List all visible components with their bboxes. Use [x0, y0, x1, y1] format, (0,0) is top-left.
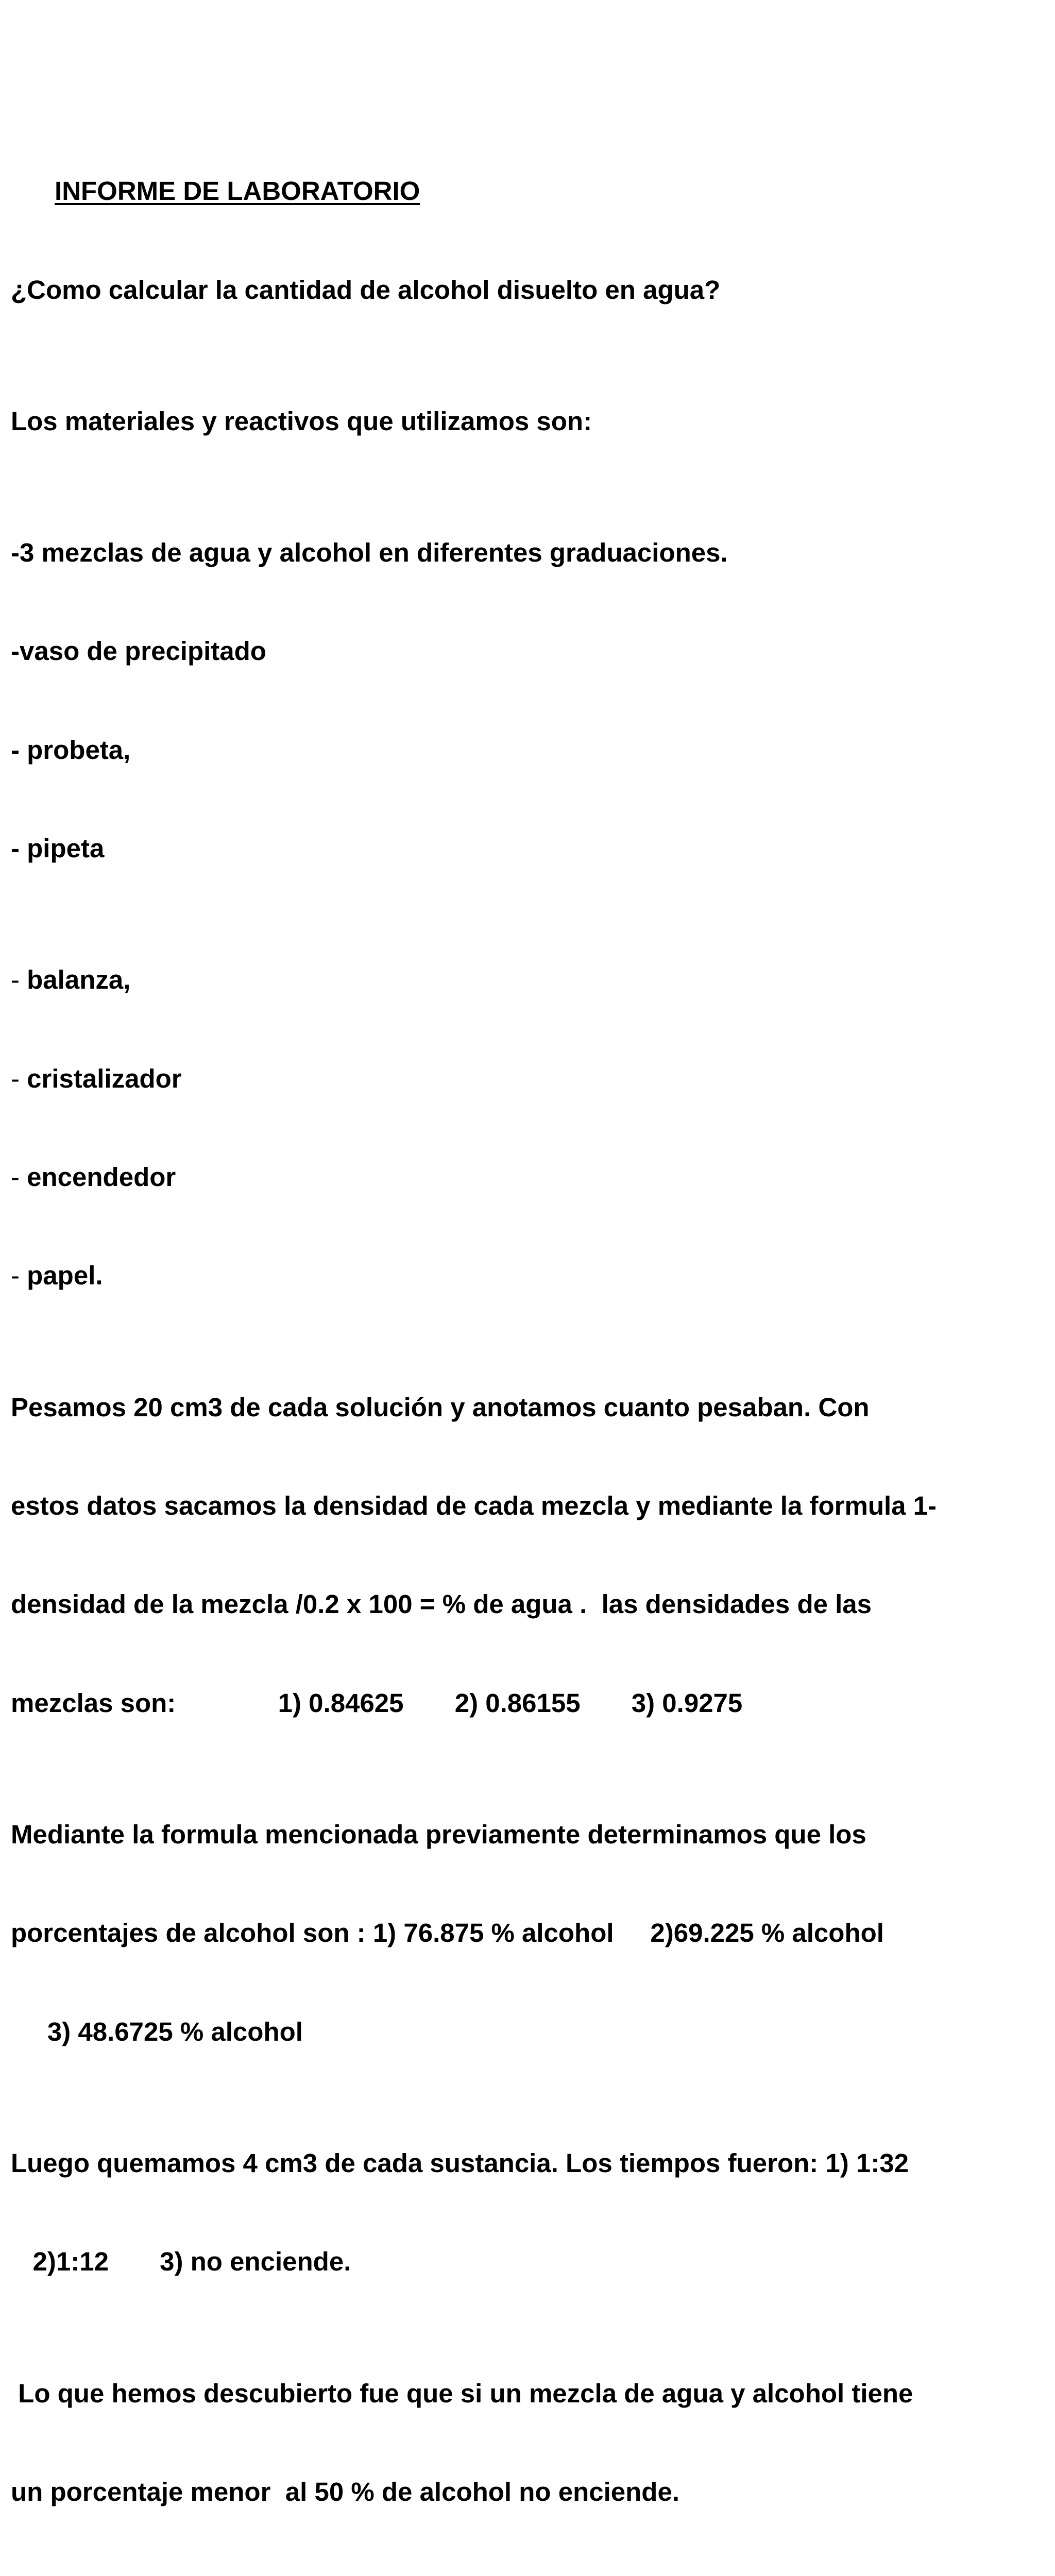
document-body: [11, 43, 1051, 2576]
list-dash: -: [11, 1063, 27, 1093]
material-text: encendedor: [27, 1162, 176, 1192]
material-item: -vaso de precipitado: [11, 636, 266, 666]
material-item: [11, 1062, 1051, 1095]
material-item: [11, 1161, 1051, 1194]
paragraph-line: Pesamos 20 cm3 de cada solución y anotamos cuanto pesaban. Con: [11, 1392, 870, 1422]
paragraph-line: mezclas son: 1) 0.84625 2) 0.86155 3) 0.9275: [11, 1688, 743, 1718]
conclusion-line: Lo que hemos descubierto fue que si un mezcla de agua y alcohol tiene: [11, 2378, 913, 2408]
list-dash: -: [11, 965, 27, 995]
paragraph-line: densidad de la mezcla /0.2 x 100 = % de agua . las densidades de las: [11, 1589, 872, 1619]
question-line: ¿Como calcular la cantidad de alcohol disuelto en agua?: [11, 275, 721, 304]
materials-intro: Los materiales y reactivos que utilizamos son:: [11, 406, 592, 436]
paragraph-line: 3) 48.6725 % alcohol: [11, 2016, 303, 2046]
list-dash: -: [11, 1162, 27, 1192]
material-text: balanza,: [27, 965, 131, 995]
paragraph-line: estos datos sacamos la densidad de cada mezcla y mediante la formula 1-: [11, 1491, 937, 1521]
material-text: papel.: [27, 1261, 103, 1291]
material-item: -3 mezclas de agua y alcohol en diferentes graduaciones.: [11, 537, 728, 567]
material-text: cristalizador: [27, 1063, 182, 1093]
title-line: [11, 142, 1051, 206]
paragraph-line: Mediante la formula mencionada previamente determinamos que los: [11, 1820, 866, 1850]
report-title: INFORME DE LABORATORIO: [55, 176, 420, 206]
list-dash: -: [11, 1261, 27, 1291]
conclusion-line: un porcentaje menor al 50 % de alcohol no enciende.: [11, 2477, 679, 2506]
material-item: - pipeta: [11, 834, 105, 863]
paragraph-line: 2)1:12 3) no enciende.: [11, 2247, 351, 2277]
material-item: [11, 1259, 1051, 1292]
paragraph-line: porcentajes de alcohol son : 1) 76.875 % alcohol 2)69.225 % alcohol: [11, 1918, 884, 1948]
paragraph-line: Luego quemamos 4 cm3 de cada sustancia. Los tiempos fueron: 1) 1:32: [11, 2148, 909, 2178]
material-item: [11, 963, 1051, 996]
material-item: - probeta,: [11, 735, 131, 765]
